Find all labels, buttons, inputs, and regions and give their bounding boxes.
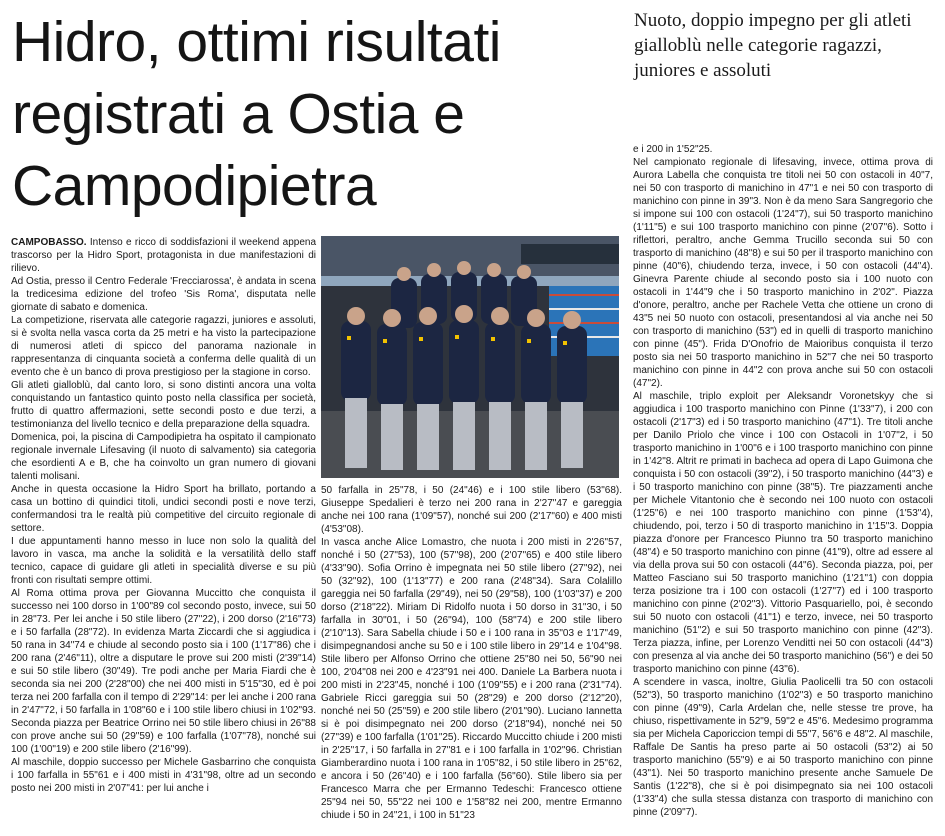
paragraph: e i 200 in 1'52"25. [633, 144, 713, 155]
column-left [11, 236, 316, 795]
column-middle [321, 484, 622, 822]
paragraph-text: Intenso e ricco di soddisfazioni il weekend appena trascorso per la Hidro Sport, protagonista in due manifestazioni di rilievo. [11, 237, 316, 274]
paragraph: In vasca anche Alice Lomastro, che nuota i 200 misti in 2'26"57, nonché i 50 (27"53), 100 (57"98), 200 (2'07"65) e 400 stile libero (4'33"90). Sofia Orrino è impegnata nei 50 stile libero (27"92), nei 50 (32"92), 100 (1'13"77) e 200 rana (2'48"34). Sara Colalillo gareggia nei 50 farfalla (29"49), nei 50 (29"58), 100 (1'03"37) e 200 dorso (2'18"22). Miriam Di Ridolfo nuota i 50 dorso in 31"30, i 50 farfalla in 30"01, i 50 (26"94), 100 (58"74) e 200 stile libero (2'10"13). Sara Sabella chiude i 50 e i 100 rana in 35"03 e 1'17"49, disimpegnandosi anche su 50 e i 100 stile libero in 29"14 e 1'04"98. Stile libero per Alfonso Orrino che ottiene 25"80 nei 50, 56"90 nei 100, 2'04"08 nei 200 e 4'23"91 nei 400. Daniele La Barbera nuota i 200 misti in 2'23"45, nonché i 100 (1'09"55) e i 200 rana (2'31"74). Gabriele Ricci gareggia sui 50 (28"29) e 200 dorso (2'12"20), nonché nei 50 (25"59) e 200 stile libero (2'01"90). Luciano Iannetta si è poi disimpegnato nei 200 dorso (2'18"94), nonché nei 50 (27"39) e 100 farfalla (1'01"25). Riccardo Muccitto chiude i 200 misti in 2'25"17, i 50 farfalla in 27"81 e i 100 farfalla in 1'02"96. Christian Giamberardino nuota i 100 rana in 1'05"82, i 50 stile libero in 25"62, e ancora i 50 (26"40) e i 100 farfalla (56"60). Stile libero sia per Francesco Marra che per Ermanno Tedeschi: Francesco ottiene 25"94 nei 50, 55"22 nei 100 e 1'58"82 nei 200, mentre Ermanno chiude i 50 in 24"21, i 100 in 51"23 [321, 537, 622, 821]
paragraph: Domenica, poi, la piscina di Campodipietra ha ospitato il campionato regionale invernale Lifesaving (il nuoto di salvamento) sia categoria che esordienti A e B, che ha coinvolto un gran numero di giovani talenti molisani. [11, 432, 316, 482]
paragraph: Gli atleti gialloblù, dal canto loro, si sono distinti ancora una volta conquistando un fantastico quinto posto nella classifica per società, frutto di quattro affermazioni, sette secondi posto e due terzi, a testimonianza del livello tecnico e della preparazione della squadra. [11, 380, 316, 430]
subheadline: Nuoto, doppio impegno per gli atleti gialloblù nelle categorie ragazzi, juniores e assoluti [634, 10, 912, 81]
paragraph [11, 236, 316, 275]
headline: Hidro, ottimi risultati registrati a Ostia e Campodipietra [12, 10, 501, 218]
paragraph: Al maschile, doppio successo per Michele Gasbarrino che conquista i 100 farfalla in 55"61 e i 400 misti in 4'31"98, oltre ad un secondo posto nei 200 misti in 2'07"41: per lui anche i [11, 757, 316, 794]
paragraph: Anche in questa occasione la Hidro Sport ha brillato, portando a casa un bottino di quindici titoli, undici secondi posti e nove terzi, confermandosi tra le realtà più competitive del circuito regionale di settore. [11, 484, 316, 534]
paragraph: La competizione, riservata alle categorie ragazzi, juniores e assoluti, si è svolta nella vasca corta da 25 metri e ha visto la partecipazione di numerosi atleti di spicco del panorama nazionale in rappresentanza di cinquanta società a conferma delle qualità di un evento che è un banco di prova prestigioso per la stagione in corso. [11, 315, 316, 378]
paragraph: I due appuntamenti hanno messo in luce non solo la qualità del lavoro in vasca, ma anche la solidità e la versatilità dello staff tecnico, capace di guidare gli atleti in specialità diverse e su più fronti con risultati sempre ottimi. [11, 536, 316, 586]
column-right [633, 143, 933, 819]
paragraph: 50 farfalla in 25"78, i 50 (24"46) e i 100 stile libero (53"68). Giuseppe Spedalieri è terzo nei 200 rana in 2'27"47 e gareggia anche nei 100 rana (1'09"57), nonché sui 200 (2'17"60) e 400 misti (4'53"08). [321, 485, 622, 535]
paragraph: A scendere in vasca, inoltre, Giulia Paolicelli tra 50 con ostacoli (52"3), 50 trasporto manichino (1'02"3) e 50 trasporto manichino con pinne (49"9), Carla Ardelan che, nelle stesse tre prove, ha chiuso, rispettivamente in 52"9, 59"2 e 45"6. Medesimo programma sia per Michela Caporiccion tempi di 55"7, 56"6 e 48"2. Al maschile, Raffale De Santis ha preso parte ai 50 ostacoli (53"2) ai 50 trasporto manichino (55"9) e ai 50 trasporto manichino con pinne (43"1). Nei 50 trasporto manichino presente anche Samuele De Santis (1'22"8), che si è poi disimpegnato sia nei 100 ostacoli (1'33"4) che sulla stessa distanza con trasporto di manichino con pinne (2'09"7). [633, 677, 933, 818]
paragraph: Al maschile, triplo exploit per Aleksandr Voronetskyy che si aggiudica i 100 trasporto manichino con Pinne (1'33"7), i 200 con ostacoli (2'17"3) ed i 50 trasporto manichino (47"1). Tre titoli anche per Danilo Priolo che vince i 100 con Ostacoli in 1'07"2, i 50 trasporto manichino in 1'00"6 e i 100 trasporto manichino con pinne in 1'42"8. Altrit re primati in bacheca ad opera di Lapo Guimona che conquista i 50 con ostacoli (39"2), i 50 trasporto manichino (44"3) e i 50 trasporto manichino con pinne (38"5). Tre piazzamenti anche per Michele Vitantonio che è secondo nei 100 nuoto con ostacoli (1'25"6) e nei 100 trasporto manichino con pinne (1'53"4), chiudendo, poi, terzo i 50 di trasporto manichino in 1'15"3. Doppia piazza d'onore per Francesco Piunno tra 50 trasporto manichino (48"4) e 50 trasporto manichino con pinne (41"9), oltre ad essere al via della prova sui 50 con ostacoli (44"6). Seconda piazza, poi, per Matteo Fasciano sui 50 trasporto manichino (1'21"1) con doppia terza posizione tra i 100 con ostacoli (1'27"7) ed i 100 trasporto manichino con pinne (2'02"3). Vittorio Pasquariello, poi, è secondo sui 50 nuoto con ostacoli (41"1) e terzo, invece, nei 50 trasporto manichino (51"2) e sui 50 trasporto manichino con pinne (42"3). Terza piazza, infine, per Lorenzo Venditti nei 50 con ostacoli (44"3) con presenza al via anche dei 50 trasporto manichino (56") e dei 50 trasporto manichino con pinne (43"6). [633, 391, 933, 675]
paragraph: Ad Ostia, presso il Centro Federale 'Frecciarossa', è andata in scena la tredicesima edizione del trofeo 'Sis Roma', disputata nelle giornate di sabato e domenica. [11, 276, 316, 313]
team-photo [321, 236, 619, 478]
dateline: CAMPOBASSO. [11, 237, 87, 248]
paragraph: Nel campionato regionale di lifesaving, invece, ottima prova di Aurora Labella che conquista tre titoli nei 50 con ostacoli in 40"7, nei 50 con trasporto di manichino in 47"1 e nei 50 con trasporto di manichino con pinne in 39"3. Non è da meno Sara Sangregorio che si impone sui 100 con ostacoli (1'24"7), sui 50 trasporto manichino (1'11"5) e sui 100 trasporto manichino con pinne (2'07"6). Sotto i riflettori, peraltro, anche Gemma Trucillo seconda sui 50 con trasporto di manichino (48"8) e sui 50 per il trasporto manichino con pinne (40"6), chiudendo terza, invece, i 50 con ostacoli (44"4). Ginevra Parente chiude al secondo posto sia i 100 nuoto con ostacoli in 1'44"9 che i 50 trasporto manichino in 2'02". Piazza d'onore, peraltro, anche per Rachele Vetta che ottiene un crono di 43"5 nei 50 nuoto con ostacoli, presentandosi al via anche nei 50 con trasporto di manichino (53") ed in quelli di trasporto manichino con pinne (45"). Frida D'Onofrio de Maioribus conquista il terzo posto sia nei 50 trasporto manichino in 52"7 che nei 50 trasporto manichino con pinne in 44"2 con prova anche sui 50 con ostacoli (47"2). [633, 157, 933, 389]
paragraph: Al Roma ottima prova per Giovanna Muccitto che conquista il successo nei 100 dorso in 1'00"89 col secondo posto, invece, sui 50 in 28"73. Per lei anche i 50 stile libero (27"22), i 200 dorso (2'16"73) e i 50 farfalla (28"72). In evidenza Marta Ziccardi che si aggiudica i 50 rana in 34"74 e chiude al secondo posto sia i 100 (1'17"86) che i 200 rana (2'46"11), oltre a disputare le prove sui 200 misti (2'39"14) e sui 50 stile libero (30"49). Tre podi anche per Maria Fiardi che è seconda sia nei 200 (2'28"00) che nei 400 misti in 5'15"30, ed è poi terza nei 200 farfalla con il tempo di 2'29"14: per lei anche i 200 rana in 2'47"72, i 50 farfalla in 1'08"60 e i 100 stile libero chiusi in 1'02"93. Seconda piazza per Beatrice Orrino nei 50 stile libero chiusi in 26"88 con prove anche sui 50 (29"59) e 100 farfalla (1'07"78), nonché sui 100 (1'00"19) e 200 stile libero (2'16"99). [11, 588, 316, 755]
